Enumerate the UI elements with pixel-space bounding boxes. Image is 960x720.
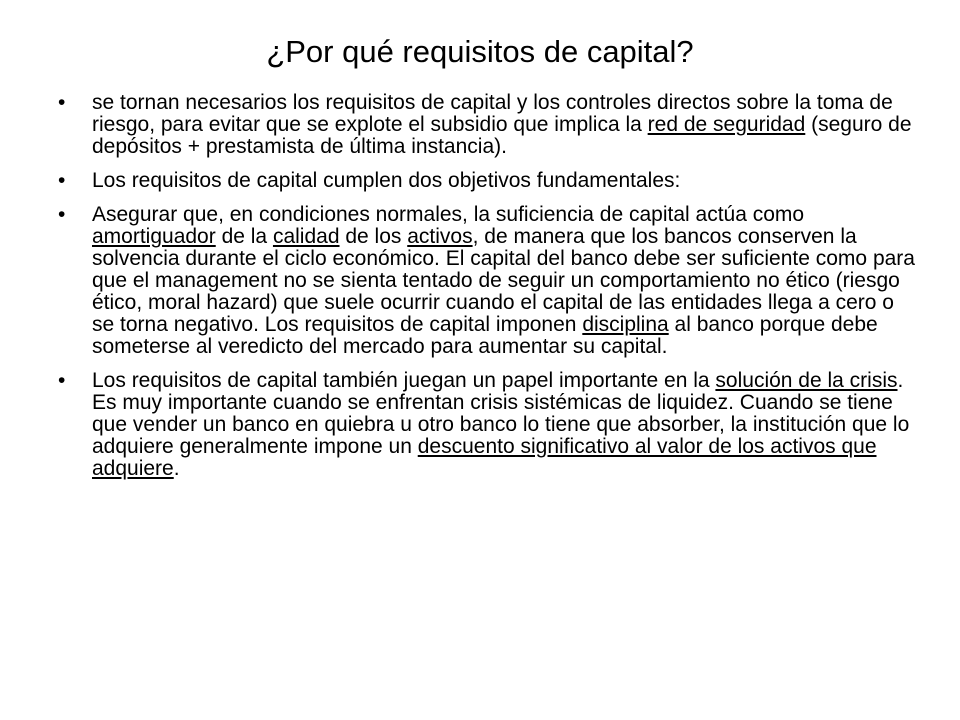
text-segment: Asegurar que, en condiciones normales, la suficiencia de capital actúa como <box>92 203 805 226</box>
bullet-marker: • <box>58 369 66 392</box>
text-segment: de los <box>339 225 408 248</box>
bullet-item-two-objectives <box>58 170 918 192</box>
underlined-term: activos <box>407 225 473 248</box>
slide-title: ¿Por qué requisitos de capital? <box>266 34 694 69</box>
text-segment: . <box>173 457 180 480</box>
text-segment: de la <box>215 225 273 248</box>
bullet-text <box>92 369 909 480</box>
bullet-text <box>92 91 912 158</box>
underlined-term: amortiguador <box>92 225 216 248</box>
bullet-item-crisis-resolution <box>58 370 918 480</box>
underlined-term: solución de la crisis <box>715 369 898 392</box>
underlined-term: disciplina <box>582 313 669 336</box>
text-segment: , de manera que los bancos conserven la solvencia durante el ciclo económico. El capital del banco debe ser suficiente como para que el management no se sienta tentado de seguir un comportamiento no ético (riesgo ético, moral hazard) que suele ocurrir cuando el capital de las entidades llega a cero o se torna negativo. Los requisitos de capital imponen <box>92 225 915 336</box>
underlined-term: red de seguridad <box>647 113 806 136</box>
bullet-text <box>92 169 680 192</box>
text-segment: Los requisitos de capital también juegan un papel importante en la <box>92 369 716 392</box>
bullet-marker: • <box>58 203 66 226</box>
bullet-marker: • <box>58 169 66 192</box>
text-segment: se tornan necesarios los requisitos de capital y los controles directos sobre la toma de riesgo, para evitar que se explote el subsidio que implica la <box>92 91 893 136</box>
text-segment: Los requisitos de capital cumplen dos objetivos fundamentales: <box>92 169 681 192</box>
bullet-item-capital-buffer <box>58 204 918 358</box>
text-segment: (seguro de depósitos + prestamista de última instancia). <box>92 113 912 158</box>
text-segment: . Es muy importante cuando se enfrentan crisis sistémicas de liquidez. Cuando se tiene que vender un banco en quiebra u otro banco lo tiene que absorber, la institución que lo adquiere generalmente impone un <box>92 369 910 458</box>
bullet-item-objective-safety-net <box>58 92 918 158</box>
bullet-text <box>92 203 915 358</box>
bullet-marker: • <box>58 91 66 114</box>
text-segment: al banco porque debe someterse al veredicto del mercado para aumentar su capital. <box>92 313 878 358</box>
underlined-term: descuento significativo al valor de los activos que adquiere <box>92 435 877 480</box>
underlined-term: calidad <box>272 225 340 248</box>
bullet-list <box>58 92 918 492</box>
